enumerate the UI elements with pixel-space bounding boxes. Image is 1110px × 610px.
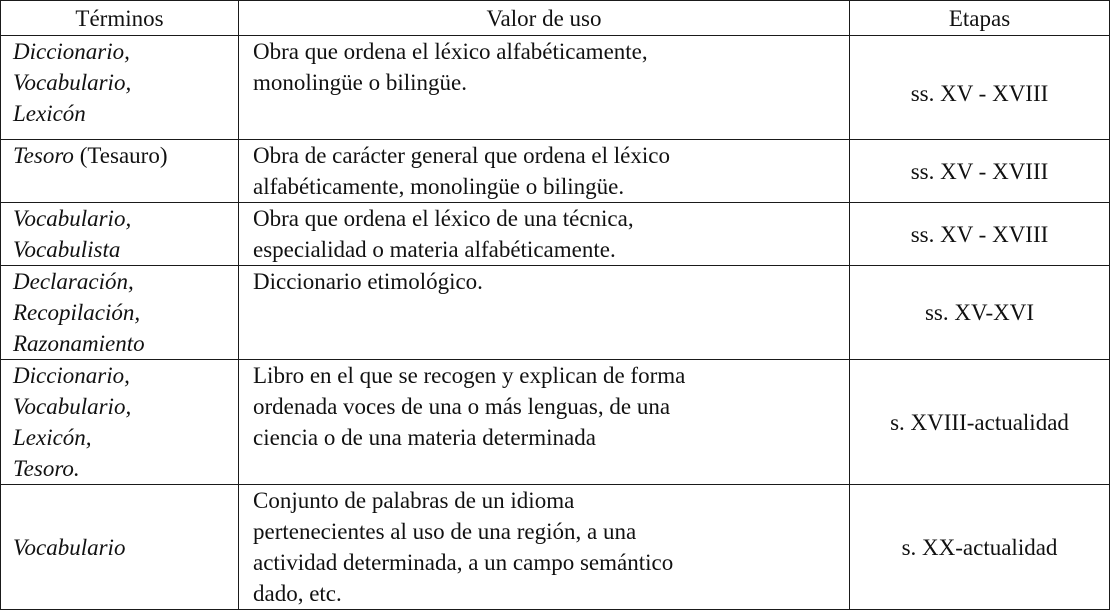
term-alias: (Tesauro): [73, 143, 168, 168]
terms-cell: [1, 360, 239, 485]
term: Diccionario,: [13, 39, 130, 64]
term: Vocabulario: [13, 534, 126, 560]
terms-cell: [1, 36, 239, 140]
term-italic: Tesoro: [13, 143, 74, 168]
terms-cell: [1, 140, 239, 203]
term: Vocabulista: [13, 237, 121, 262]
value-cell: [239, 140, 850, 203]
terms-cell: [1, 266, 239, 360]
value-line: Diccionario etimológico.: [253, 269, 483, 294]
terms-cell: [1, 485, 239, 610]
value-cell: [239, 266, 850, 360]
stage-cell: s. XX-actualidad: [850, 485, 1110, 610]
table-row: [1, 203, 1110, 266]
value-cell: [239, 360, 850, 485]
term: Lexicón,: [13, 425, 92, 450]
term: Declaración,: [13, 269, 134, 294]
table-row: [1, 485, 1110, 610]
header-terminos: Términos: [1, 1, 239, 36]
value-cell: [239, 485, 850, 610]
term: Recopilación,: [13, 300, 141, 325]
stage-cell: s. XVIII-actualidad: [850, 360, 1110, 485]
value-line: Obra de carácter general que ordena el léxico: [253, 143, 670, 168]
table-row: [1, 360, 1110, 485]
stage-cell: ss. XV - XVIII: [850, 36, 1110, 140]
value-line: pertenecientes al uso de una región, a una: [253, 519, 637, 544]
term: Diccionario,: [13, 363, 130, 388]
value-line: Libro en el que se recogen y explican de forma: [253, 363, 686, 388]
value-line: actividad determinada, a un campo semántico: [253, 550, 674, 575]
value-cell: [239, 36, 850, 140]
term: Tesoro.: [13, 456, 80, 481]
table-row: [1, 266, 1110, 360]
value-line: Obra que ordena el léxico de una técnica,: [253, 206, 634, 231]
table-row: [1, 140, 1110, 203]
value-cell: [239, 203, 850, 266]
term: Lexicón: [13, 101, 86, 126]
term: Vocabulario,: [13, 394, 132, 419]
terms-cell: [1, 203, 239, 266]
table-row: [1, 36, 1110, 140]
header-row: [1, 1, 1110, 36]
header-etapas: Etapas: [850, 1, 1110, 36]
stage-cell: ss. XV - XVIII: [850, 140, 1110, 203]
value-line: dado, etc.: [253, 581, 342, 606]
value-line: Conjunto de palabras de un idioma: [253, 488, 575, 513]
stage-cell: ss. XV-XVI: [850, 266, 1110, 360]
term: Razonamiento: [13, 331, 145, 356]
term: Vocabulario,: [13, 70, 132, 95]
value-line: monolingüe o bilingüe.: [253, 70, 468, 95]
value-line: alfabéticamente, monolingüe o bilingüe.: [253, 174, 625, 199]
term: Vocabulario,: [13, 206, 132, 231]
value-line: especialidad o materia alfabéticamente.: [253, 237, 616, 262]
value-line: Obra que ordena el léxico alfabéticamente,: [253, 39, 648, 64]
value-line: ordenada voces de una o más lenguas, de una: [253, 394, 671, 419]
stage-cell: ss. XV - XVIII: [850, 203, 1110, 266]
term: [13, 140, 228, 171]
header-valor-de-uso: Valor de uso: [239, 1, 850, 36]
value-line: ciencia o de una materia determinada: [253, 425, 596, 450]
